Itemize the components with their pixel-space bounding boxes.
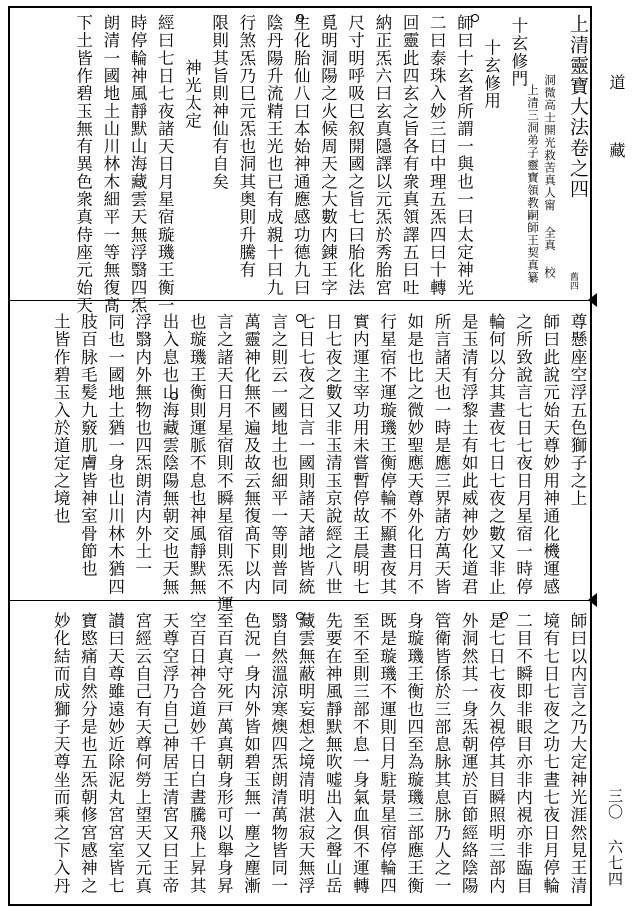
circle-marker xyxy=(296,314,304,322)
text-column: 如是也比之微妙聖應天尊外化日月不 xyxy=(404,313,424,596)
text-column: 神光太定 xyxy=(182,59,202,130)
text-column: 師曰十玄者所謂一與也一曰太定神光 xyxy=(454,14,474,297)
text-column: 十玄修用 xyxy=(481,39,501,110)
text-column: 輪何以分其晝夜七日七夜之數又非止 xyxy=(486,313,506,596)
text-column: 七日七夜之日言一國則諸天諸地皆統 xyxy=(296,313,315,596)
text-column: 是玉清有浮黎土有如此威神妙化道君 xyxy=(459,313,479,596)
margin-char-top: 道 xyxy=(607,74,626,90)
circle-marker xyxy=(170,392,178,400)
scroll-title: 上清靈寶大法卷之四 xyxy=(567,14,589,200)
text-column: 空百日神合道妙千日白晝騰飛上昇其 xyxy=(187,612,207,895)
text-column: 土皆作碧玉入於道定之境也 xyxy=(51,313,71,525)
text-column: 至百真守死戸萬真朝身形可以舉身昇 xyxy=(214,612,234,895)
text-column: 下土皆作碧玉無有異色衆真侍座元始天 xyxy=(73,14,93,315)
text-column: 言之則云一國地土也細平一等則普同 xyxy=(268,313,288,596)
circle-marker xyxy=(296,14,304,22)
text-column: 管衛皆係於三部息脉其息脉乃人之一 xyxy=(432,612,451,895)
text-column: 至不至則三部不息一身氣血俱不運轉 xyxy=(350,612,370,895)
text-column: 寶愍痛自然分是也五炁朝修宮感神之 xyxy=(78,612,98,895)
text-column: 境有七日七夜之功七晝七夜日月停輪 xyxy=(540,612,560,895)
text-column: 二曰泰珠入妙三曰中理五炁四曰十轉 xyxy=(427,14,447,297)
text-column: 二目不瞬即非眼目亦非内視亦非臨目 xyxy=(513,612,533,895)
fishtail-mark xyxy=(588,593,597,607)
text-column: 師曰此說元始天尊妙用神通化機運感 xyxy=(540,313,560,596)
text-column: 同也一國地土猶一身也山川林木猶四 xyxy=(105,313,125,596)
text-column: 言之諸天日月星宿則不瞬星宿則炁不運 xyxy=(214,313,234,614)
page-number: 三〇 六七四 xyxy=(606,788,624,887)
circle-marker xyxy=(296,612,304,620)
text-column: 妙化結而成獅子天尊坐而乘之下入丹 xyxy=(51,612,71,895)
text-column: 是七日七夜久視停其目瞬照明三部内 xyxy=(486,612,506,895)
text-column: 浮翳内外無物也四炁朗清内外土一 xyxy=(132,313,152,578)
text-column: 尺寸明呼吸巳叙開國之旨七曰胎化法 xyxy=(345,14,365,297)
text-column: 時停輪神風靜默山海藏雲天無浮翳四炁 xyxy=(128,14,148,315)
text-column: 出入息也山海藏雲陰陽無朝交也天無 xyxy=(160,313,179,596)
circle-marker xyxy=(500,612,508,620)
text-column: 也璇璣王衡則運脈不息也神風靜默無 xyxy=(187,313,207,596)
text-column: 藏雲無蔽明妄想之境清明湛寂天無浮 xyxy=(296,612,315,895)
text-column: 外洞然其一身炁朝運於百節經絡陰陽 xyxy=(459,612,479,895)
section-marker: 舊四 xyxy=(568,272,578,290)
text-column: 上清三洞弟子靈寶領教嗣師王契真纂 xyxy=(526,84,540,284)
text-column: 陰丹陽升流精王光也已有成親十曰九 xyxy=(264,14,284,297)
text-column: 既是璇璣不運則日月駐景星宿停輪四 xyxy=(377,612,397,895)
text-column: 尊懸座空浮五色獅子之上 xyxy=(568,313,587,508)
text-column: 洞微高士開光救苦真人甯 全真 校 xyxy=(543,74,557,279)
fishtail-mark xyxy=(588,293,597,307)
section-divider xyxy=(8,300,592,301)
text-column: 肢百脉毛髪九竅肌膚皆神室骨節也 xyxy=(78,313,98,578)
text-column: 限則其旨則神仙有自矣 xyxy=(209,14,229,191)
text-column: 萬靈神化無不遍及故云無復髙下以内 xyxy=(241,313,261,596)
section-divider xyxy=(8,600,592,601)
text-column: 天尊空浮乃自己神居王清宮又曰王帝 xyxy=(160,612,179,895)
text-column: 行星宿不運璇璣王衡停輪不顯晝夜其 xyxy=(377,313,397,596)
text-column: 經曰七日七夜諸天日月星宿璇璣王衡一 xyxy=(155,14,175,315)
text-column: 翳自然溫涼寒燠四炁朗清萬物皆同一 xyxy=(268,612,288,895)
text-column: 宮經云自己有天尊何勞上望天又元真 xyxy=(132,612,152,895)
text-column: 覓明洞陽之火候周天之大數内錬王字 xyxy=(318,14,338,297)
text-column: 實内運主宰功用未嘗暫停故王晨明七 xyxy=(350,313,370,596)
circle-marker xyxy=(471,14,479,22)
text-column: 十玄修門 xyxy=(508,17,528,88)
text-column: 讃曰天尊雖遠妙近除泥丸宮宮室皆七 xyxy=(105,612,125,895)
text-column: 色況一身内外皆如碧玉無一塵之塵漸 xyxy=(241,612,261,895)
text-column: 納正炁六曰玄真隱譯以元炁於秀胎宮 xyxy=(372,14,392,297)
text-column: 師曰以内言之乃大定神光涯然見王清 xyxy=(568,612,587,895)
text-column: 生化胎仙八曰本始神通應感功德九曰 xyxy=(291,14,311,297)
text-column: 身璇璣王衡也四至為璇璣三部應王衡 xyxy=(404,612,424,895)
text-column: 所言諸天也一時是應三界諸方萬天皆 xyxy=(432,313,451,596)
text-column: 行煞炁乃巳元炁也洞其奥則升騰有 xyxy=(236,14,256,279)
text-column: 先要在神風靜默無吹嘘出入之聲山岳 xyxy=(323,612,343,895)
text-column: 回靈此四玄之旨各有衆真領譯五曰吐 xyxy=(400,14,420,297)
text-column: 之所致說言七日七夜日月星宿一時停 xyxy=(513,313,533,596)
text-column: 日七夜之數又非玉清玉京說經之八世 xyxy=(323,313,343,596)
margin-char-second: 藏 xyxy=(607,142,626,158)
text-column: 朗清一國地土山川林木細平一等無復髙 xyxy=(100,14,120,315)
